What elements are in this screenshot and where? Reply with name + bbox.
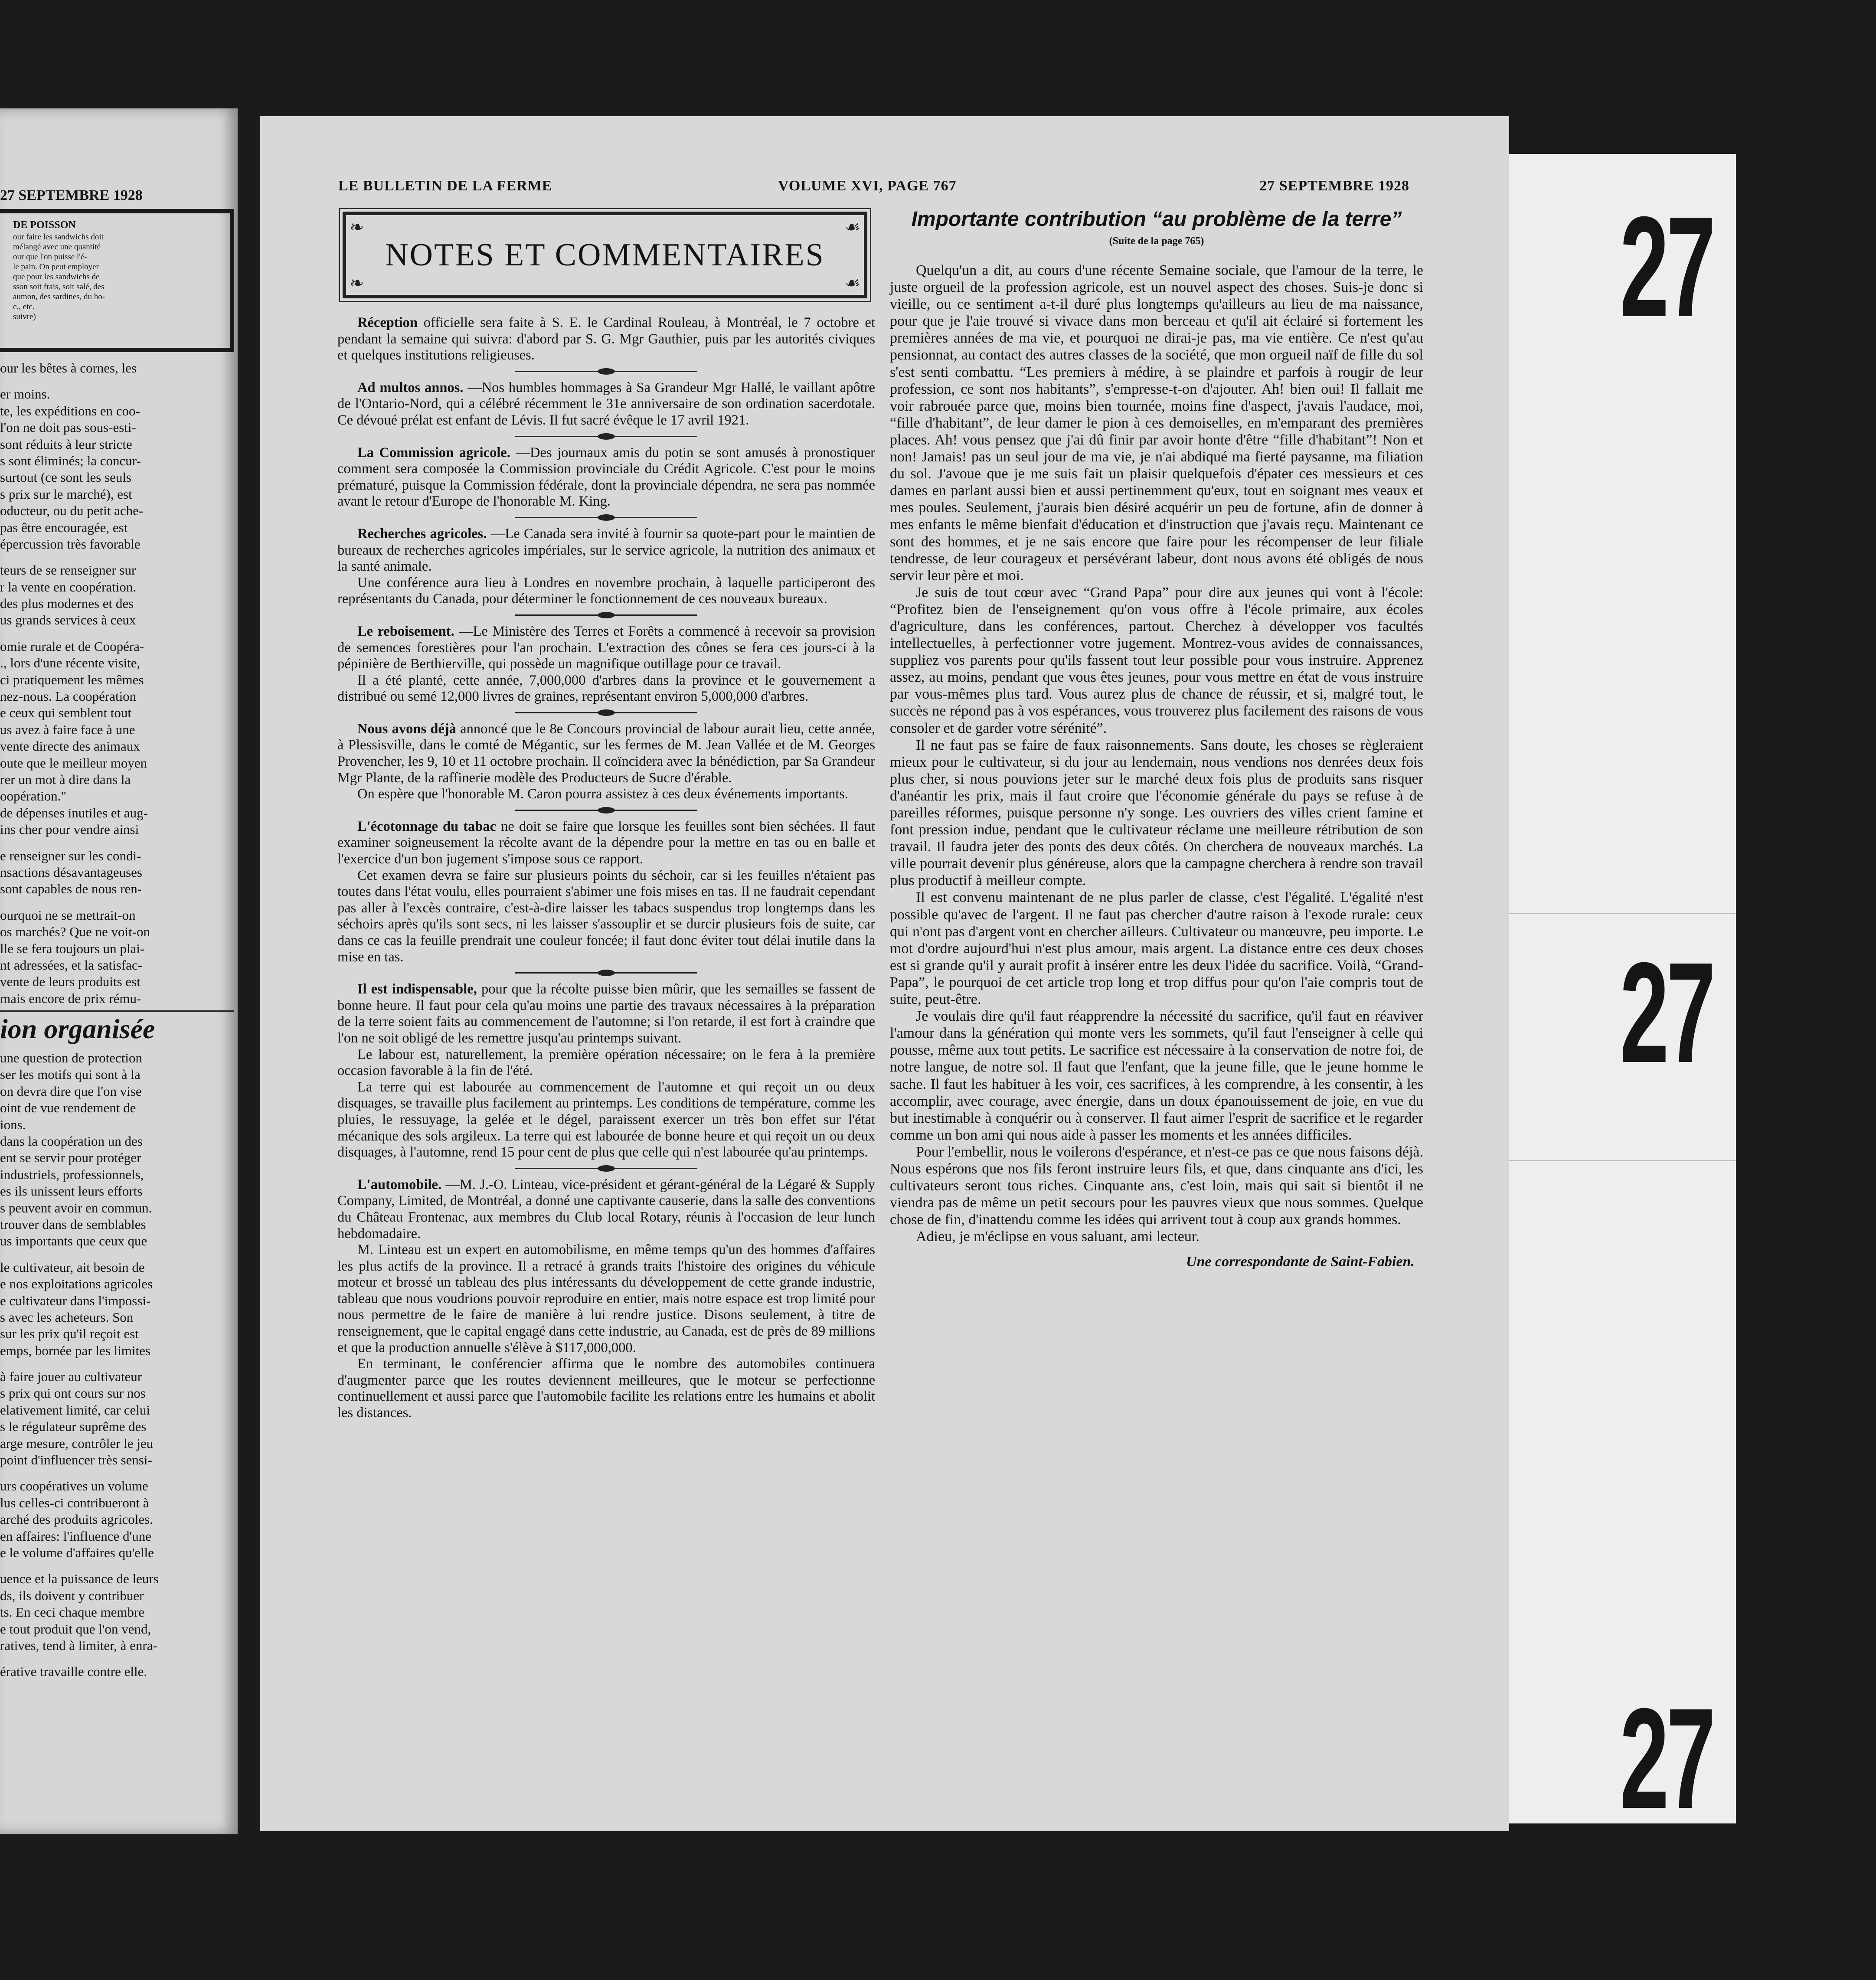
text-line: r la vente en coopération. [0, 579, 137, 595]
text-line: ions. [0, 1117, 26, 1132]
text-line: e ceux qui semblent tout [0, 705, 132, 721]
text-line: e cultivateur dans l'impossi- [0, 1293, 151, 1308]
text-line: lus celles-ci contribueront à [0, 1495, 149, 1510]
note-text: Cet examen devra se faire sur plusieurs points du séchoir, car si les feuilles n'étaient pas toutes dans l'état voulu, elles pourraient s'abimer une fois mises en tas. Il ne faudrait cependant pas aller à l'excès contraire, c'est-à-dire laisser les tabacs suspendus trop longtemps dans les séchoirs après qu'ils sont secs, ni les laisser s'assouplir et se durcir plusieurs fois de suite, car dans ce cas la feuille prendrait une couleur foncée; il faut donc éviter tout délai inutile dans la mise en tas. [337, 867, 875, 965]
note-text: Il a été planté, cette année, 7,000,000 d'arbres dans la province et le gouvernement a distribué ou semé 12,000 livres de graines, représentant environ 5,000,000 d'arbres. [337, 672, 875, 705]
text-line: arché des produits agricoles. [0, 1512, 153, 1527]
note-keyword: Nous avons déjà [357, 721, 456, 737]
left-page-recipe-box [0, 209, 234, 352]
note-text: —Le Ministère des Terres et Forêts a commencé à recevoir sa provision de semences forestières pour l'an prochain. L'extraction des cônes se fera ces jours-ci à la pépinière de Berthierville, qui possède un magnifique outillage pour ce travail. [337, 623, 875, 672]
note-paragraph [337, 673, 875, 705]
recipe-box-text [13, 232, 221, 322]
paragraph-gap [0, 1561, 234, 1571]
article-column [890, 207, 1423, 1768]
note-paragraph [337, 624, 875, 673]
notes-title-box [343, 212, 867, 298]
note-text: —Nos humbles hommages à Sa Grandeur Mgr Hallé, le vaillant apôtre de l'Ontario-Nord, qui a célébré récemment le 31e anniversaire de son ordination sacerdotale. Ce dévoué prélat est enfant de Lévis. Il fut sacré évêque le 17 avril 1921. [337, 379, 875, 428]
note-item [337, 721, 875, 803]
note-text: Le labour est, naturellement, la première opération nécessaire; on le fera à la première occasion favorable à la fin de l'été. [337, 1046, 875, 1079]
article-paragraph: Adieu, je m'éclipse en vous saluant, ami lecteur. [916, 1229, 1199, 1245]
text-line: es ils unissent leurs efforts [0, 1183, 143, 1199]
text-line: ent se servir pour protéger [0, 1150, 141, 1166]
note-paragraph [337, 1177, 875, 1242]
text-line: uence et la puissance de leurs [0, 1571, 159, 1587]
note-divider [515, 1168, 697, 1169]
text-line: à faire jouer au cultivateur [0, 1369, 142, 1385]
left-page-heading: ion organisée [0, 1010, 234, 1050]
text-line: ts. En ceci chaque membre [0, 1604, 145, 1620]
notes-list [337, 315, 875, 1421]
article-paragraph: Il est convenu maintenant de ne plus parler de classe, c'est l'égalité. L'égalité n'est possible qu'avec de l'argent. Il ne faut pas chercher d'autre raison à l'exode rurale: ceux qui n'ont pas d'argent vont en chercher ailleurs. Cultivateur ou manœuvre, peu importe. Le mot d'ordre aujourd'hui n'est plus amour, mais argent. La distance entre ces deux choses est si grande qu'il y aurait profit à insérer entre les deux l'idée du sacrifice. Voilà, “Grand-Papa”, le pourquoi de cet article trop long et trop diffus pour qu'on l'aie compris tout de suite, peut-être. [890, 889, 1423, 1008]
article-paragraph: Quelqu'un a dit, au cours d'une récente Semaine sociale, que l'amour de la terre, le juste orgueil de la profession agricole, est un nouvel aspect des choses. Suis-je donc si vieille, ou ce sentiment a-t-il duré plus longtemps qu'ailleurs au lieu de ma naissance, pour que je l'aie trouvé si vivace dans mon berceau et qu'il ait éclairé si fortement les premières années de ma vie, et pourquoi ne dirai-je pas, ma vie entière. Ce n'est qu'au pensionnat, au contact des autres classes de la société, que mon orgueil naïf de fille du sol s'est senti combattu. “Les premiers à médire, à se plaindre et parfois à rougir de leur profession, ce sont nos habitants”, s'empresse-t-on d'ajouter. Ah! bien oui! Il fallait me voir rabrouée parce que, moins bien tournée, moins fine d'aspect, j'avais l'audace, moi, “fille d'habitant”, de leur damer le pion à ces demoiselles, en m'emparant des premières places. Ah! vous pensez que j'ai dû finir par avoir honte d'être “fille d'habitant”! Non et non! Jamais! pas un seul jour de ma vie, je n'ai abdiqué ma fierté paysanne, ma filiation du sol. J'avoue que je me suis fait un plaisir quelquefois d'épater ces messieurs et ces dames en parlant aussi bien et aussi pertinemment qu'eux, tout en soignant mes veaux et mes poules. Seulement, j'aurais bien désiré acquérir un peu de fortune, afin de donner à mes enfants le même bienfait d'éducation et d'instruction que j'avais reçu. Maintenant ce sont des hommes, et je ne sais encore que faire pour les récompenser de leur filiale tendresse, de leur courageux et persévérant labeur, dont nous avons été obligés de nous servir leur père et moi. [890, 262, 1423, 584]
text-line: le cultivateur, ait besoin de [0, 1259, 145, 1275]
text-line: e nos exploitations agricoles [0, 1276, 153, 1292]
text-line: us grands services à ceux [0, 612, 136, 628]
note-text: —M. J.-O. Linteau, vice-président et gérant-général de la Légaré & Supply Company, Limited, de Montréal, a donné une captivante causerie, dans la salle des conventions du Château Frontenac, aux membres du Club local Rotary, réunis à l'occasion de leur lunch hebdomadaire. [337, 1176, 875, 1242]
note-paragraph [337, 445, 875, 510]
text-line: point d'influencer très sensi- [0, 1452, 152, 1468]
text-line: ins cher pour vendre ainsi [0, 822, 139, 837]
text-line: us avez à faire face à une [0, 722, 135, 737]
recipe-box-line: suivre) [13, 312, 36, 321]
note-paragraph [337, 526, 875, 575]
note-text: officielle sera faite à S. E. le Cardinal Rouleau, à Montréal, le 7 octobre et pendant la semaine qui suivra: d'abord par S. G. Mgr Gauthier, puis par les autorités civiques et quelques institutions religieuses. [337, 315, 875, 363]
text-line: vente de leurs produits est [0, 974, 141, 990]
date-marker-number: 27 [1620, 932, 1713, 1092]
text-line: ourquoi ne se mettrait-on [0, 907, 136, 923]
text-line: s avec les acheteurs. Son [0, 1309, 134, 1325]
text-line: vente directe des animaux [0, 738, 140, 754]
text-line: os marchés? Que ne voit-on [0, 924, 150, 940]
paragraph-gap [0, 838, 234, 848]
text-line: une question de protection [0, 1050, 142, 1066]
note-text: ne doit se faire que lorsque les feuilles sont bien séchées. Il faut examiner soigneusement la récolte avant de la dépendre pour la mettre en tas ou en balle et l'exercice d'un bon jugement s'impose sous ce rapport. [337, 818, 876, 867]
text-line: our les bêtes à cornes, les [0, 360, 137, 376]
ornament-icon: ☙ [845, 217, 860, 237]
note-divider [515, 972, 697, 974]
strip-fold-line [1509, 913, 1736, 914]
paragraph-gap [0, 1468, 234, 1478]
paragraph-gap [0, 552, 234, 562]
text-line: arge mesure, contrôler le jeu [0, 1435, 154, 1451]
note-keyword: La Commission agricole. [357, 444, 510, 461]
paragraph-gap [0, 898, 234, 907]
text-line: omie rurale et de Coopéra- [0, 638, 144, 654]
note-item [337, 819, 875, 965]
text-line: sont capables de nous ren- [0, 881, 142, 897]
paragraph-gap [0, 629, 234, 638]
note-text: annoncé que le 8e Concours provincial de labour aurait lieu, cette année, à Plessisville, dans le comté de Mégantic, sur les fermes de M. Jean Vallée et de M. Georges Provencher, les 9, 10 et 11 octobre prochain. Il coïncidera avec la bénédiction, par Sa Grandeur Mgr Plante, de la raffinerie modèle des Producteurs de Sucre d'érable. [337, 721, 875, 786]
text-line: elativement limité, car celui [0, 1402, 150, 1418]
recipe-box-line: c., etc. [13, 302, 35, 311]
note-divider [515, 371, 697, 372]
text-line: us importants que ceux que [0, 1233, 147, 1249]
ornament-icon: ☙ [845, 273, 860, 293]
text-line: ., lors d'une récente visite, [0, 655, 141, 671]
note-text: Une conférence aura lieu à Londres en novembre prochain, à laquelle participeront des représentants du Canada, pour déterminer le fonctionnement de ces nouveaux bureaux. [337, 575, 875, 607]
note-item [337, 315, 875, 364]
ornament-icon: ❧ [350, 217, 364, 237]
note-text: En terminant, le conférencier affirma que le nombre des automobiles continuera d'augmenter parce que les routes deviennent meilleures, que le moteur se perfectionne continuellement et aussi parce que l'automobile facilite les relations entre les humains et abolit les distances. [337, 1356, 875, 1421]
note-paragraph [337, 380, 875, 429]
text-line: mais encore de prix rému- [0, 990, 141, 1006]
note-text: —Des journaux amis du potin se sont amusés à pronostiquer comment sera composée la Commission provinciale du Crédit Agricole. C'est pour le moins prématuré, puisque la Commission fédérale, dont la provinciale dépendra, ne sera pas nommée avant le retour d'Europe de l'honorable M. King. [337, 444, 876, 510]
note-paragraph [337, 1242, 875, 1356]
note-divider [515, 712, 697, 713]
note-text: La terre qui est labourée au commencement de l'automne et qui reçoit un ou deux disquages, se travaille plus facilement au printemps. Les conditions de température, comme les pluies, le ressuyage, la gelée et le dégel, paraissent exercer un très bon effet sur l'état mécanique des sols argileux. La terre qui est labourée de bonne heure et qui reçoit un ou deux disquages, à l'automne, rend 15 pour cent de plus que celle qui n'est labourée qu'au printemps. [337, 1079, 875, 1160]
text-line: s sont éliminés; la concur- [0, 453, 141, 468]
text-line: épercussion très favorable [0, 536, 141, 552]
note-paragraph [337, 868, 875, 966]
article-body [890, 262, 1423, 1245]
note-keyword: L'écotonnage du tabac [357, 818, 497, 834]
note-item [337, 380, 875, 429]
text-line: on devra dire que l'on vise [0, 1083, 142, 1099]
text-line: l'on ne doit pas sous-esti- [0, 420, 136, 435]
article-paragraph: Je voulais dire qu'il faut réapprendre la nécessité du sacrifice, qu'il faut en réaviver l'amour dans la génération qui monte vers les sommets, qu'il faut l'enseigner à celle qui pousse, même aux tout petits. Le sacrifice est nécessaire à la conservation de notre foi, de notre langue, de notre sol. Il faut que l'enfant, que la jeune fille, que le jeune homme le sache. Il faut les habituer à les voir, ces sacrifices, à les comprendre, à les consentir, à les accomplir, avec courage, avec énergie, dans un doux épanouissement de joie, en vue du but inestimable à conquérir ou à conserver. Il faut aimer l'esprit de sacrifice et le regarder comme un bon ami qui nous aide à passer les moments et les années difficiles. [890, 1008, 1423, 1143]
note-paragraph [337, 315, 875, 364]
note-divider [515, 810, 697, 811]
article-continuation: (Suite de la page 765) [1109, 235, 1204, 247]
article-paragraph: Il ne faut pas se faire de faux raisonnements. Sans doute, les choses se règleraient mieux pour le cultivateur, si du jour au lendemain, nous vendions nos denrées deux fois plus cher, si nous pouvions jeter sur le marché deux fois plus de produits sans risquer d'anéantir les prix, mais il faut croire que l'économie générale du pays se refuse à de pareilles réformes, puisque personne n'y songe. Les ouvriers des villes crient famine et font pression indue, pendant que le cultivateur réclame une meilleure rétribution de son travail. Il faudra jeter des ponts des deux côtés. On cherchera de nouveaux marchés. La ville pourrait devenir plus généreuse, alors que la campagne cherchera à rendre son travail plus productif à meilleur compte. [890, 737, 1423, 889]
article-signature: Une correspondante de Saint-Fabien. [1186, 1254, 1415, 1270]
text-line: ds, ils doivent y contribuer [0, 1588, 144, 1603]
note-item [337, 624, 875, 705]
note-divider [515, 614, 697, 616]
text-line: lle se fera toujours un plai- [0, 941, 145, 956]
text-line: trouver dans de semblables [0, 1216, 146, 1232]
newspaper-page [260, 116, 1509, 1831]
note-divider [515, 517, 697, 518]
recipe-box-line: our que l'on puisse l'é- [13, 252, 87, 261]
text-line: de dépenses inutiles et aug- [0, 805, 148, 820]
paragraph-gap [0, 376, 234, 386]
article-title: Importante contribution “au problème de la terre” [911, 208, 1402, 231]
date-marker-number: 27 [1620, 186, 1713, 346]
article-paragraph: Pour l'embellir, nous le voilerons d'espérance, et n'est-ce pas ce que nous faisons déjà. Nous espérons que nos fils feront instruire leurs fils, et que, dans cinquante ans d'ici, les cultivateurs seront tous riches. Cinquante ans, c'est loin, mais qui sait si bientôt il ne viendra pas de même un petit secours pour les pauvres vieux que nous sommes. Quelque chose de fin, d'inattendu comme les idées qui arrivent tout à coup aux grands hommes. [890, 1144, 1423, 1228]
text-line: sur les prix qu'il reçoit est [0, 1326, 139, 1342]
left-page-column-text [0, 360, 234, 1680]
article-paragraph: Je suis de tout cœur avec “Grand Papa” pour dire aux jeunes qui vont à l'école: “Profitez bien de l'enseignement qu'on vous offre à l'école primaire, aux écoles d'agriculture, dans les conférences, partout. Cherchez à développer vos facultés intellectuelles, à perfectionner votre jugement. Montrez-vous avides de connaissances, suppliez vos parents pour qu'ils fassent tout leur possible pour vous instruire. Apprenez assez, au moins, pendant que vous êtes jeunes, pour vous mettre en état de vous instruire par vous-mêmes plus tard. Vous aurez plus de chance de réussir, et si, malgré tout, le succès ne répond pas à vos espérances, vous trouverez plus facilement des raisons de vous consoler et de garder votre sérénité”. [890, 584, 1423, 736]
note-text: —Le Canada sera invité à fournir sa quote-part pour le maintien de bureaux de recherches agricoles impériales, sur le service agricole, la nutrition des animaux et la santé animale. [337, 526, 875, 575]
note-keyword: Le reboisement. [357, 623, 454, 639]
text-line: ser les motifs qui sont à la [0, 1067, 141, 1082]
text-line: rer un mot à dire dans la [0, 771, 131, 787]
left-adjacent-page [0, 108, 238, 1834]
text-line: s prix qui ont cours sur nos [0, 1385, 146, 1401]
note-divider [515, 436, 697, 437]
recipe-box-line: our faire les sandwichs doit [13, 232, 104, 242]
notes-title: NOTES ET COMMENTAIRES [385, 237, 825, 273]
text-line: er moins. [0, 386, 50, 402]
note-paragraph [337, 721, 875, 786]
text-line: oint de vue rendement de [0, 1100, 136, 1116]
note-paragraph [337, 575, 875, 608]
note-paragraph [337, 981, 875, 1046]
text-line: nez-nous. La coopération [0, 689, 137, 704]
text-line: nt adressées, et la satisfac- [0, 957, 142, 973]
date-marker-number: 27 [1620, 1678, 1713, 1838]
recipe-box-line: sson soit frais, soit salé, des [13, 282, 105, 291]
text-line: ratives, tend à limiter, à enra- [0, 1637, 157, 1653]
left-page-date: 27 SEPTEMBRE 1928 [0, 187, 143, 203]
text-line: emps, bornée par les limites [0, 1343, 150, 1358]
text-line: ci pratiquement les mêmes [0, 672, 144, 687]
publication-name: LE BULLETIN DE LA FERME [338, 178, 552, 194]
note-keyword: Réception [357, 315, 418, 330]
recipe-box-line: le pain. On peut employer [13, 262, 99, 271]
recipe-box-line: aumon, des sardines, du ho- [13, 292, 105, 301]
strip-fold-line [1509, 1160, 1736, 1161]
note-text: pour que la récolte puisse bien mûrir, que les semailles se fassent de bonne heure. Il faut pour cela qu'au moins une partie des travaux nécessaires à la préparation de la terre soient faits au commencement de l'automne; si l'on retarde, il est fort à craindre que l'on ne soit obligé de les remettre jusqu'au printemps suivant. [337, 981, 875, 1046]
text-line: teurs de se renseigner sur [0, 562, 136, 578]
text-line: urs coopératives un volume [0, 1478, 148, 1494]
page-header [338, 178, 1409, 197]
paragraph-gap [0, 1359, 234, 1369]
note-keyword: Recherches agricoles. [357, 526, 487, 542]
text-line: en affaires: l'influence d'une [0, 1528, 151, 1544]
text-line: des plus modernes et des [0, 596, 134, 611]
text-line: érative travaille contre elle. [0, 1664, 147, 1679]
note-keyword: Il est indispensable, [357, 981, 477, 997]
note-item [337, 981, 875, 1161]
text-line: sont réduits à leur stricte [0, 436, 132, 452]
note-item [337, 445, 875, 510]
text-line: s peuvent avoir en commun. [0, 1200, 152, 1215]
text-line: nsactions désavantageuses [0, 864, 142, 880]
paragraph-gap [0, 1654, 234, 1663]
text-line: s prix sur le marché), est [0, 486, 132, 502]
text-line: oute que le meilleur moyen [0, 755, 147, 771]
volume-page: VOLUME XVI, PAGE 767 [778, 178, 957, 194]
note-paragraph [337, 1356, 875, 1421]
text-line: te, les expéditions en coo- [0, 403, 140, 418]
text-line: dans la coopération un des [0, 1134, 143, 1149]
note-item [337, 526, 875, 608]
text-line: oopération." [0, 788, 66, 804]
note-text: On espère que l'honorable M. Caron pourra assistez à ces deux événements importants. [357, 786, 849, 802]
note-paragraph [337, 819, 875, 868]
recipe-box-line: mélangé avec une quantité [13, 242, 101, 252]
paragraph-gap [0, 1250, 234, 1259]
text-line: oducteur, ou du petit ache- [0, 503, 144, 519]
note-item [337, 1177, 875, 1421]
note-text: M. Linteau est un expert en automobilisme, en même temps qu'un des hommes d'affaires les plus actifs de la province. Il a retracé à grands traits l'histoire des origines du véhicule moteur et brossé un tableau des plus intéressants du développement de cette grande industrie, tableau que nous voudrions pouvoir reproduire en entier, mais notre espace est trop limité pour nous permettre de le faire de manière à lui rendre justice. Disons seulement, à titre de renseignement, que le capital engagé dans cette industrie, au Canada, est de près de 89 millions et que la production annuelle s'élève à $117,000,000. [337, 1242, 875, 1356]
note-paragraph [337, 786, 875, 803]
note-keyword: L'automobile. [357, 1176, 442, 1193]
ornament-icon: ❧ [350, 273, 364, 293]
text-line: e renseigner sur les condi- [0, 848, 141, 863]
text-line: surtout (ce sont les seuls [0, 470, 132, 485]
recipe-box-title: DE POISSON [13, 219, 76, 231]
notes-column [337, 212, 875, 1773]
text-line: s le régulateur suprême des [0, 1419, 147, 1434]
text-line: industriels, professionnels, [0, 1166, 144, 1182]
note-paragraph [337, 1047, 875, 1079]
issue-date: 27 SEPTEMBRE 1928 [1259, 178, 1409, 194]
text-line: e le volume d'affaires qu'elle [0, 1545, 154, 1560]
text-line: e tout produit que l'on vend, [0, 1621, 151, 1637]
note-keyword: Ad multos annos. [357, 379, 464, 395]
note-paragraph [337, 1079, 875, 1161]
recipe-box-line: que pour les sandwichs de [13, 272, 100, 281]
text-line: pas être encouragée, est [0, 520, 128, 535]
